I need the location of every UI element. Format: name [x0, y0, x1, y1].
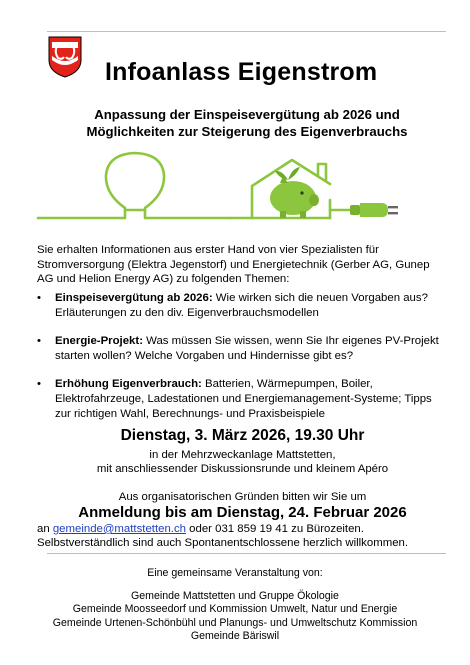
- email-link[interactable]: gemeinde@mattstetten.ch: [52, 523, 186, 535]
- organizer-line: Gemeinde Mattstetten und Gruppe Ökologie: [131, 590, 339, 603]
- event-venue: [37, 448, 448, 476]
- welcome-note: Selbstverständlich sind auch Spontanentschlossene herzlich willkommen.: [37, 537, 409, 550]
- topic-heading: Energie-Projekt:: [55, 335, 143, 348]
- power-plug-icon: [350, 203, 398, 217]
- energy-illustration: [30, 150, 450, 230]
- list-item: [37, 377, 448, 421]
- organizers-intro: Eine gemeinsame Veranstaltung von:: [147, 567, 323, 579]
- list-item: [37, 291, 448, 320]
- registration-intro: Aus organisatorischen Gründen bitten wir Sie um: [118, 491, 367, 503]
- organizer-line: Gemeinde Urtenen-Schönbühl und Planungs- und Umweltschutz Kommission: [52, 616, 418, 629]
- bullet: •: [37, 335, 41, 348]
- topic-heading: Einspeisevergütung ab 2026:: [55, 292, 213, 304]
- bullet: •: [37, 378, 41, 391]
- piggy-bank-icon: [270, 167, 319, 218]
- topic-text: Wie wirken sich die neuen Vorgaben aus? Erläuterungen zu den div. Eigenverbrauchsmodellen: [55, 292, 428, 319]
- contact-line: [37, 522, 460, 536]
- topic-text: Was müssen Sie wissen, wenn Sie Ihr eigenes PV-Projekt starten wollen? Welche Vorgaben und Hindernisse gibt es?: [55, 335, 439, 362]
- bullet: •: [37, 292, 41, 304]
- topic-text: Batterien, Wärmepumpen, Boiler, Elektrofahrzeuge, Ladestationen und Energiemanagement-Systeme; Tipps zur richtigen Wahl, Berechnungs- und Praxisbeispiele: [55, 378, 432, 420]
- municipal-crest-icon: [48, 36, 82, 78]
- intro-text: Sie erhalten Informationen aus erster Hand von vier Spezialisten für Stromversorgung (Elektra Jegenstorf) und Energietechnik (Gerber AG, Gunep AG und Helion Energy AG) zu folgenden Themen:: [37, 244, 430, 286]
- topic-list: [37, 291, 448, 435]
- top-divider: [47, 31, 446, 32]
- organizer-line: Gemeinde Bäriswil: [190, 629, 280, 642]
- subtitle-line: Anpassung der Einspeisevergütung ab 2026 und: [94, 107, 400, 122]
- contact-prefix: an: [37, 523, 53, 535]
- page-title: Infoanlass Eigenstrom: [105, 58, 378, 86]
- venue-line: mit anschliessender Diskussionsrunde und kleinem Apéro: [96, 463, 389, 475]
- organizer-line: Gemeinde Moosseedorf und Kommission Umwelt, Natur und Energie: [72, 603, 398, 616]
- bottom-divider: [47, 553, 446, 554]
- subtitle: [48, 106, 446, 140]
- venue-line: in der Mehrzweckanlage Mattstetten,: [149, 449, 336, 461]
- event-date: Dienstag, 3. März 2026, 19.30 Uhr: [120, 427, 365, 444]
- topic-heading: Erhöhung Eigenverbrauch:: [55, 378, 202, 391]
- organizers: [24, 567, 446, 643]
- list-item: [37, 334, 448, 363]
- subtitle-line: Möglichkeiten zur Steigerung des Eigenverbrauchs: [86, 124, 408, 139]
- registration-deadline: Anmeldung bis am Dienstag, 24. Februar 2026: [78, 504, 407, 521]
- registration-contact: [37, 522, 460, 550]
- contact-suffix: oder 031 859 19 41 zu Bürozeiten.: [185, 523, 364, 535]
